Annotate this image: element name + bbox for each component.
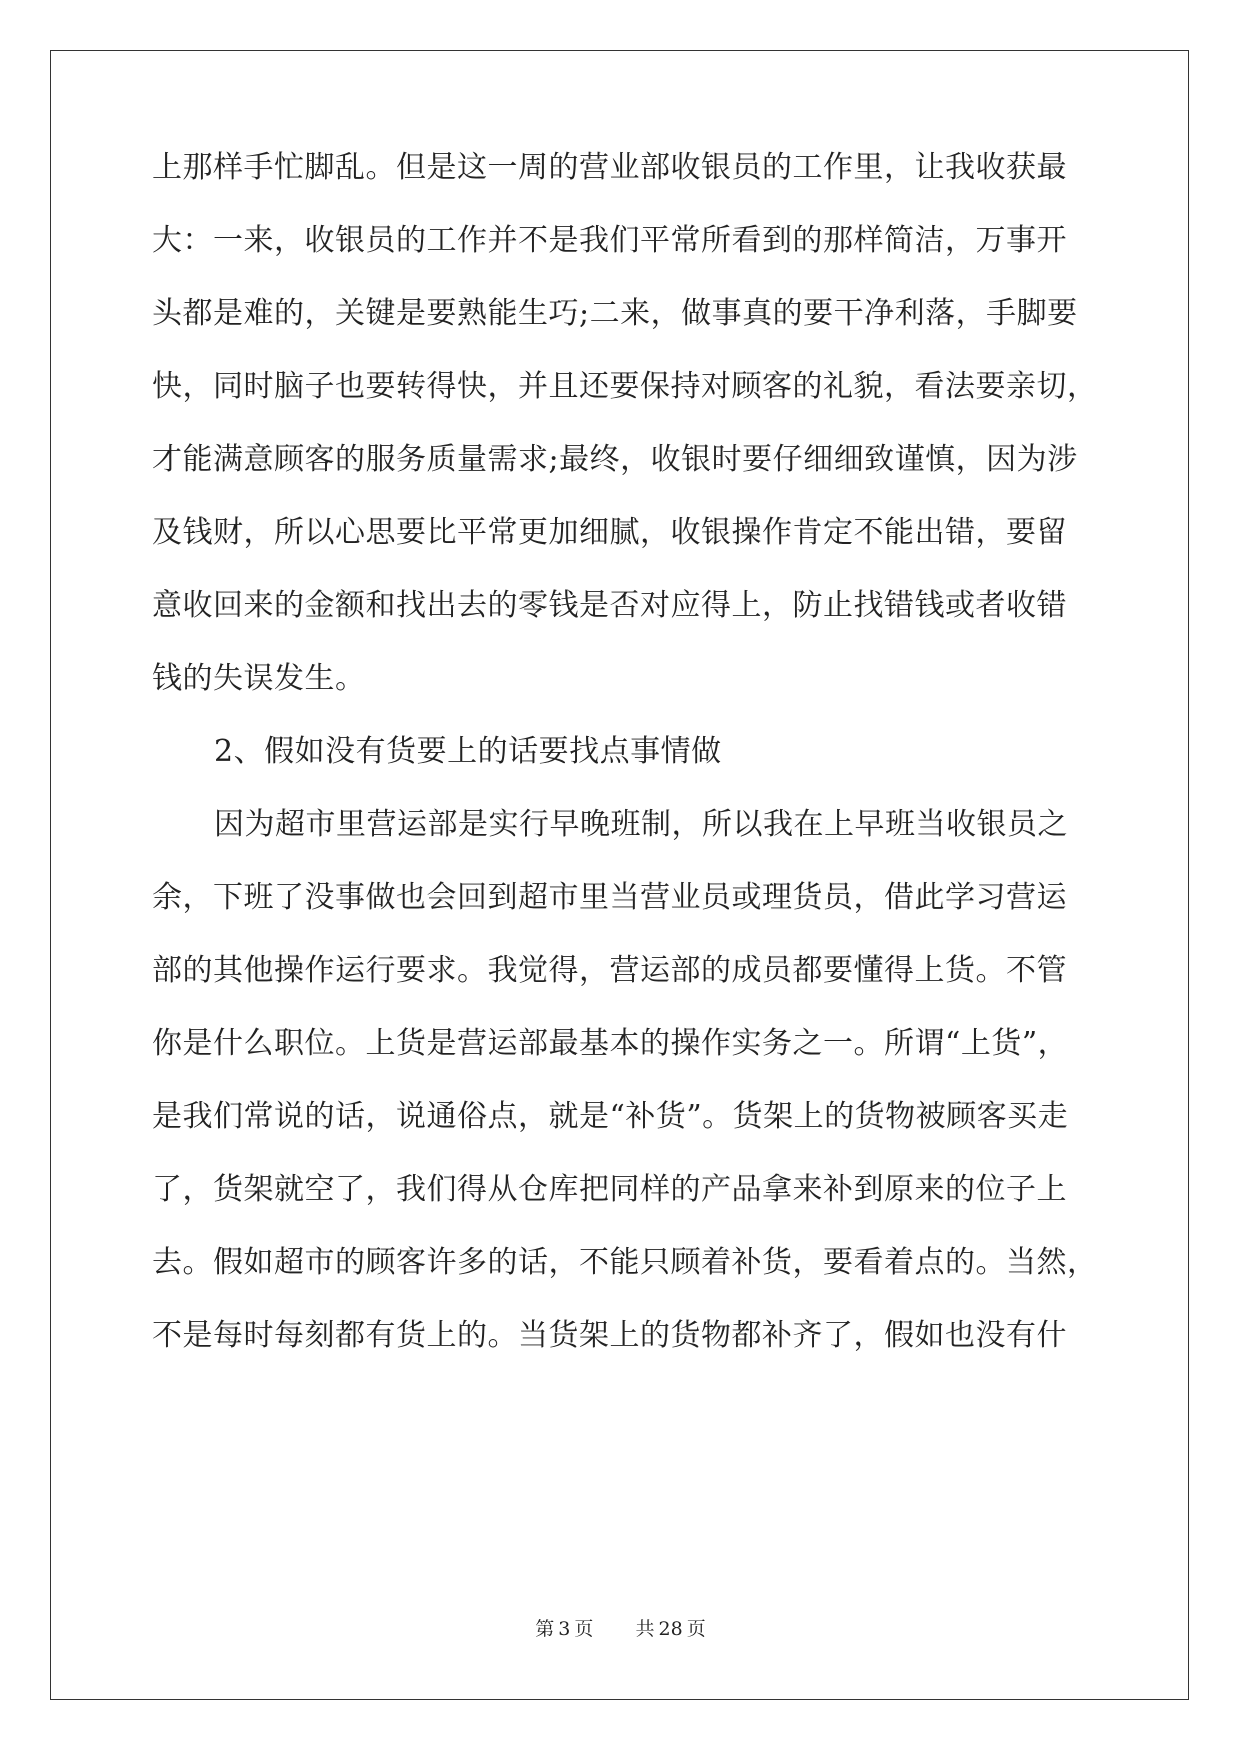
text-line: 因为超市里营运部是实行早晚班制，所以我在上早班当收银员之 [214, 807, 1068, 842]
section-heading: 2、假如没有货要上的话要找点事情做 [214, 734, 722, 769]
text-line: 大：一来，收银员的工作并不是我们平常所看到的那样简洁，万事开 [152, 223, 1067, 258]
page-number: 3 [558, 1618, 571, 1640]
text-line: 头都是难的，关键是要熟能生巧;二来，做事真的要干净利落，手脚要 [152, 296, 1078, 331]
text-line: 才能满意顾客的服务质量需求;最终，收银时要仔细细致谨慎，因为涉 [152, 442, 1078, 477]
text-line: 钱的失误发生。 [152, 661, 366, 696]
text-line: 不是每时每刻都有货上的。当货架上的货物都补齐了，假如也没有什 [152, 1318, 1067, 1353]
text-line: 你是什么职位。上货是营运部最基本的操作实务之一。所谓“上货”， [152, 1026, 1069, 1061]
page-indicator: 第 3 页 [535, 1618, 594, 1640]
text-line: 快，同时脑子也要转得快，并且还要保持对顾客的礼貌，看法要亲切， [152, 369, 1098, 404]
text-line: 及钱财，所以心思要比平常更加细腻，收银操作肯定不能出错，要留 [152, 515, 1067, 550]
text-line: 去。假如超市的顾客许多的话，不能只顾着补货，要看着点的。当然， [152, 1245, 1098, 1280]
text-line: 余，下班了没事做也会回到超市里当营业员或理货员，借此学习营运 [152, 880, 1067, 915]
text-line: 部的其他操作运行要求。我觉得，营运部的成员都要懂得上货。不管 [152, 953, 1067, 988]
total-pages-indicator: 共 28 页 [635, 1618, 706, 1640]
text-line: 意收回来的金额和找出去的零钱是否对应得上，防止找错钱或者收错 [152, 588, 1067, 623]
page-footer [0, 1617, 1241, 1641]
text-line: 是我们常说的话，说通俗点，就是“补货”。货架上的货物被顾客买走 [152, 1099, 1069, 1134]
text-line: 了，货架就空了，我们得从仓库把同样的产品拿来补到原来的位子上 [152, 1172, 1067, 1207]
text-line: 上那样手忙脚乱。但是这一周的营业部收银员的工作里，让我收获最 [152, 150, 1067, 185]
total-pages: 28 [658, 1618, 683, 1640]
